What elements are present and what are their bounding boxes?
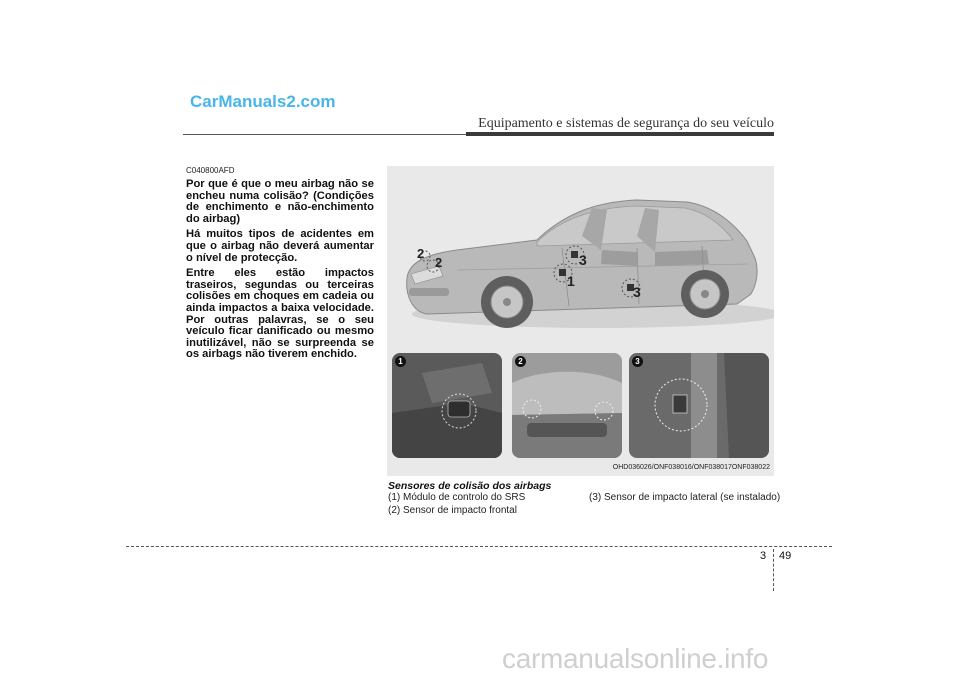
watermark-logo-top[interactable]: CarManuals2.com bbox=[190, 92, 336, 111]
page-number-divider bbox=[773, 549, 774, 591]
caption-item-front-sensor: (2) Sensor de impacto frontal bbox=[388, 505, 517, 516]
section-title: Equipamento e sistemas de segurança do seu veículo bbox=[478, 116, 774, 131]
chapter-number: 3 bbox=[760, 550, 767, 562]
inset-badge-1: 1 bbox=[395, 356, 406, 367]
footer-rule bbox=[126, 546, 832, 547]
header-rule-thick bbox=[466, 132, 774, 136]
caption-item-side-sensor: (3) Sensor de impacto lateral (se instalado) bbox=[589, 492, 781, 503]
airbag-sensor-figure bbox=[387, 166, 774, 476]
callout-2a: 2 bbox=[417, 246, 425, 261]
inset-badge-2: 2 bbox=[515, 356, 526, 367]
inset-srs-module bbox=[392, 353, 502, 458]
figure-caption-title: Sensores de colisão dos airbags bbox=[388, 480, 552, 492]
inset-side-sensor bbox=[629, 353, 769, 458]
car-cutaway-illustration bbox=[387, 166, 774, 351]
inset-badge-3: 3 bbox=[632, 356, 643, 367]
inset-front-sensor bbox=[512, 353, 622, 458]
image-reference-code: OHD036026/ONF038016/ONF038017ONF038022 bbox=[612, 464, 770, 471]
header-rule bbox=[183, 134, 466, 135]
watermark-bottom[interactable]: carmanualsonline.info bbox=[502, 643, 769, 674]
callout-1: 1 bbox=[567, 273, 575, 289]
body-text-column bbox=[186, 166, 374, 365]
callout-3a: 3 bbox=[579, 252, 587, 268]
answer-paragraph-1: Há muitos tipos de acidentes em que o airbag não deverá aumentar o nível de protecção. bbox=[186, 228, 374, 264]
section-code: C040800AFD bbox=[186, 166, 235, 175]
caption-item-srs-module: (1) Módulo de controlo do SRS bbox=[388, 492, 526, 503]
question-paragraph: Por que é que o meu airbag não se encheu numa colisão? (Condições de enchimento e não-enchimento do airbag) bbox=[186, 178, 374, 225]
answer-paragraph-2: Entre eles estão impactos traseiros, segundas ou terceiras colisões em choques em cadeia ou ainda impactos a baixa velocidade. Por outras palavras, se o seu veículo ficar danificado ou mesmo inutilizável, não se surpreenda se os airbags não tiverem enchido. bbox=[186, 267, 374, 361]
callout-3b: 3 bbox=[633, 284, 641, 300]
callout-2b: 2 bbox=[435, 255, 443, 270]
page-number: 49 bbox=[779, 550, 792, 562]
